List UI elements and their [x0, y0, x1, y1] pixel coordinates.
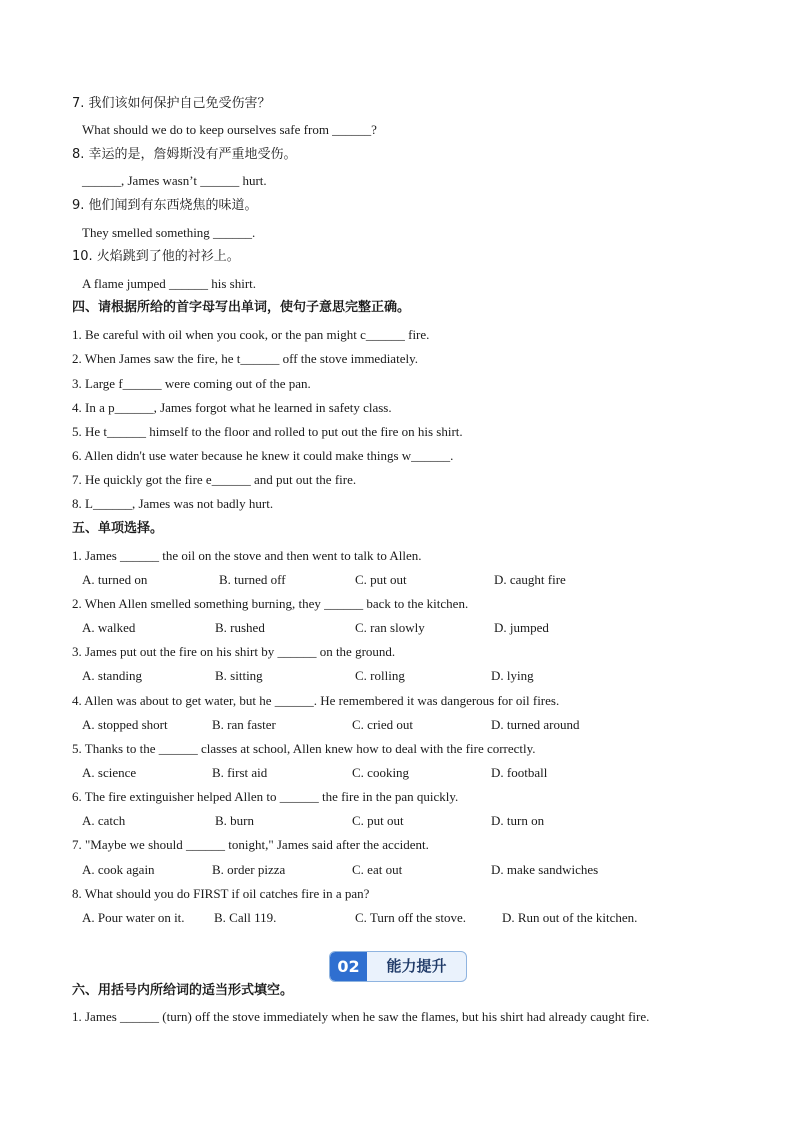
s4-item-2: 2. When James saw the fire, he t______ off the stove immediately.	[72, 351, 418, 366]
s3-q8-cn: 8. 幸运的是，詹姆斯没有严重地受伤。	[72, 147, 297, 162]
s5-question-8: 8. What should you do FIRST if oil catches fire in a pan?	[72, 886, 370, 901]
option-a: A. walked	[82, 620, 136, 635]
option-a: A. Pour water on it.	[82, 910, 185, 925]
option-a: A. catch	[82, 813, 126, 828]
option-b: B. sitting	[215, 668, 263, 683]
s3-q7-cn: 7. 我们该如何保护自己免受伤害？	[72, 96, 271, 111]
s4-item-5: 5. He t______ himself to the floor and rolled to put out the fire on his shirt.	[72, 424, 463, 439]
section-badge	[329, 951, 467, 982]
s4-item-8: 8. L______, James was not badly hurt.	[72, 496, 274, 511]
s5-question-2: 2. When Allen smelled something burning, they ______ back to the kitchen.	[72, 596, 469, 611]
option-d: D. football	[491, 765, 548, 780]
s5-question-3: 3. James put out the fire on his shirt by ______ on the ground.	[72, 644, 396, 659]
option-c: C. put out	[355, 572, 407, 587]
option-c: C. put out	[352, 813, 404, 828]
option-d: D. turn on	[491, 813, 545, 828]
option-b: B. burn	[215, 813, 254, 828]
s4-item-4: 4. In a p______, James forgot what he learned in safety class.	[72, 400, 392, 415]
option-a: A. standing	[82, 668, 142, 683]
option-d: D. jumped	[494, 620, 549, 635]
option-b: B. turned off	[219, 572, 286, 587]
s5-question-7: 7. "Maybe we should ______ tonight," James said after the accident.	[72, 837, 429, 852]
s5-question-5: 5. Thanks to the ______ classes at school, Allen knew how to deal with the fire correctly.	[72, 741, 536, 756]
option-d: D. turned around	[491, 717, 580, 732]
option-b: B. Call 119.	[214, 910, 277, 925]
option-c: C. eat out	[352, 862, 403, 877]
option-a: A. turned on	[82, 572, 148, 587]
option-d: D. caught fire	[494, 572, 566, 587]
s3-q7-en: What should we do to keep ourselves safe from ______?	[82, 122, 377, 137]
option-c: C. Turn off the stove.	[355, 910, 466, 925]
s3-q10-cn: 10. 火焰跳到了他的衬衫上。	[72, 249, 240, 264]
option-c: C. cried out	[352, 717, 414, 732]
section6-title: 六、用括号内所给词的适当形式填空。	[72, 983, 294, 998]
option-d: D. Run out of the kitchen.	[502, 910, 638, 925]
option-d: D. lying	[491, 668, 534, 683]
s4-item-3: 3. Large f______ were coming out of the pan.	[72, 376, 311, 391]
option-b: B. first aid	[212, 765, 268, 780]
s6-item-1: 1. James ______ (turn) off the stove immediately when he saw the flames, but his shirt had already caught fire.	[72, 1009, 650, 1024]
s4-item-7: 7. He quickly got the fire e______ and put out the fire.	[72, 472, 357, 487]
badge-number: 02	[330, 952, 367, 981]
s5-question-1: 1. James ______ the oil on the stove and then went to talk to Allen.	[72, 548, 422, 563]
s5-question-6: 6. The fire extinguisher helped Allen to ______ the fire in the pan quickly.	[72, 789, 459, 804]
section5-title: 五、单项选择。	[72, 521, 164, 536]
option-a: A. cook again	[82, 862, 155, 877]
option-a: A. science	[82, 765, 137, 780]
s3-q8-en: ______, James wasn’t ______ hurt.	[82, 173, 267, 188]
option-b: B. order pizza	[212, 862, 286, 877]
section4-title: 四、请根据所给的首字母写出单词，使句子意思完整正确。	[72, 300, 411, 315]
s4-item-1: 1. Be careful with oil when you cook, or the pan might c______ fire.	[72, 327, 430, 342]
s3-q9-cn: 9. 他们闻到有东西烧焦的味道。	[72, 198, 258, 213]
s5-question-4: 4. Allen was about to get water, but he ______. He remembered it was dangerous for oil fires.	[72, 693, 560, 708]
option-c: C. rolling	[355, 668, 405, 683]
s4-item-6: 6. Allen didn't use water because he knew it could make things w______.	[72, 448, 454, 463]
option-b: B. ran faster	[212, 717, 276, 732]
option-d: D. make sandwiches	[491, 862, 599, 877]
option-c: C. cooking	[352, 765, 410, 780]
option-a: A. stopped short	[82, 717, 168, 732]
s3-q9-en: They smelled something ______.	[82, 225, 256, 240]
option-c: C. ran slowly	[355, 620, 425, 635]
badge-label: 能力提升	[386, 957, 447, 975]
s3-q10-en: A flame jumped ______ his shirt.	[82, 276, 257, 291]
option-b: B. rushed	[215, 620, 265, 635]
